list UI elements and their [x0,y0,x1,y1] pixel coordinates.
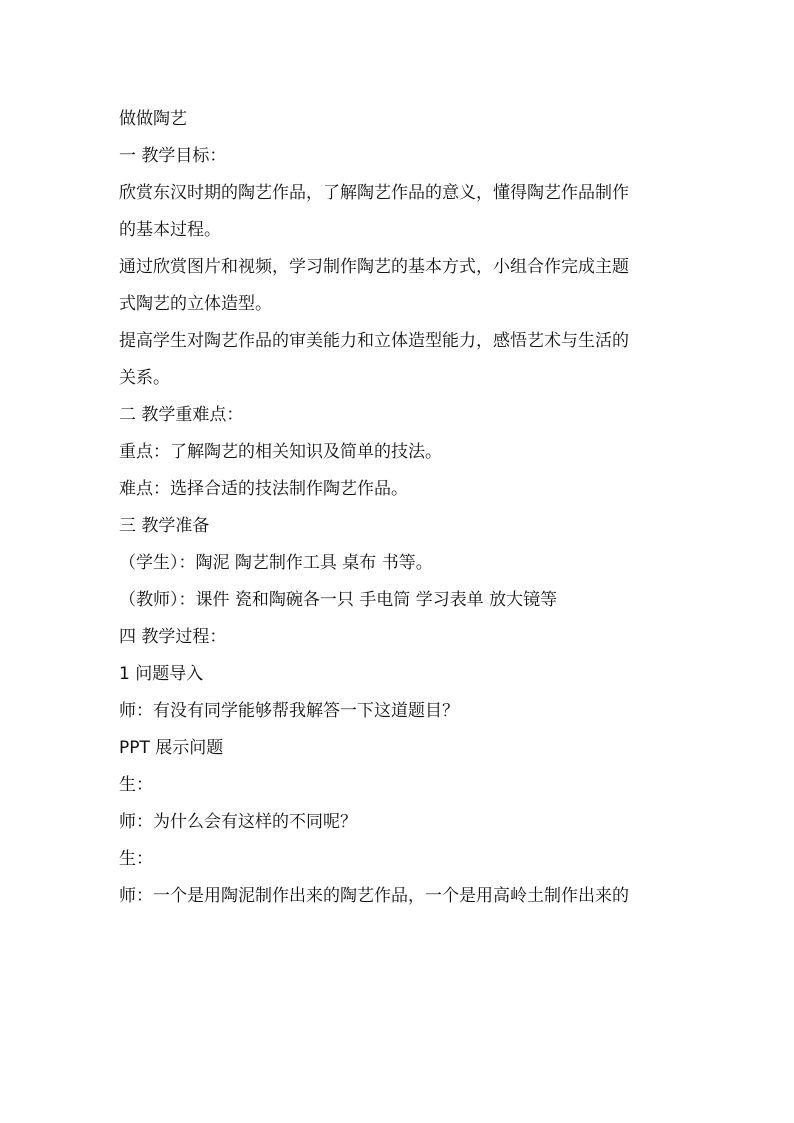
paragraph-line: 生： [119,849,153,869]
paragraph-line: （学生）：陶泥 陶艺制作工具 桌布 书等。 [119,553,433,573]
paragraph-line: 难点：选择合适的技法制作陶艺作品。 [119,479,408,499]
paragraph-line: 通过欣赏图片和视频，学习制作陶艺的基本方式，小组合作完成主题 [119,257,629,277]
document-title: 做做陶艺 [119,109,187,129]
paragraph-line: 欣赏东汉时期的陶艺作品，了解陶艺作品的意义，懂得陶艺作品制作 [119,183,629,203]
document-body [119,102,689,916]
paragraph-line: 重点：了解陶艺的相关知识及简单的技法。 [119,442,442,462]
paragraph-line: 式陶艺的立体造型。 [119,294,272,314]
paragraph-line: 师：为什么会有这样的不同呢？ [119,812,357,832]
paragraph-line: 师：有没有同学能够帮我解答一下这道题目？ [119,701,459,721]
paragraph-line: （教师）：课件 瓷和陶碗各一只 手电筒 学习表单 放大镜等 [119,590,558,610]
section-heading-objectives: 一 教学目标： [119,146,227,166]
paragraph-line: 师：一个是用陶泥制作出来的陶艺作品，一个是用高岭土制作出来的 [119,886,629,906]
paragraph-line: 关系。 [119,368,170,388]
section-heading-preparation: 三 教学准备 [119,516,210,536]
section-heading-process: 四 教学过程： [119,627,227,647]
paragraph-line: 提高学生对陶艺作品的审美能力和立体造型能力，感悟艺术与生活的 [119,331,629,351]
paragraph-line: PPT 展示问题 [119,738,224,758]
paragraph-line: 的基本过程。 [119,220,221,240]
paragraph-line: 1 问题导入 [119,664,204,684]
paragraph-line: 生： [119,775,153,795]
section-heading-key-points: 二 教学重难点： [119,405,244,425]
